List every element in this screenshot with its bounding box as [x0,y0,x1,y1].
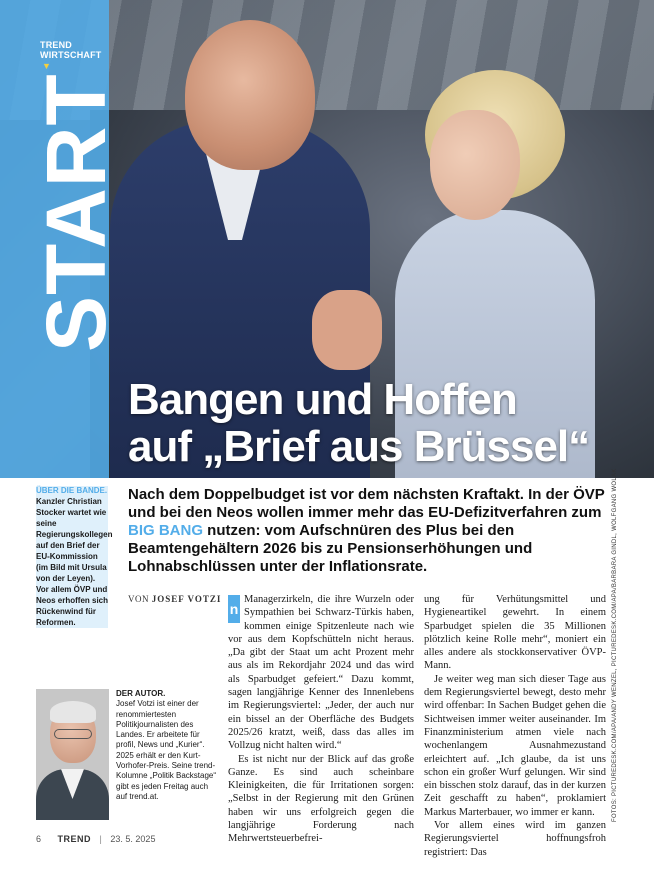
byline-prefix: VON [128,594,149,604]
von-der-leyen-face [430,110,520,220]
author-photo [36,689,109,820]
body-paragraph: Je weiter weg man sich dieser Tage aus dem Regierungsviertel bewegt, desto mehr wird offenbar: In Sachen Budget gehen die Sichtweisen immer weiter auseinander. Im Finanzministerium atmen viele nach wochenlangem Ausnahmezustand erleichtert auf. „Ich glaube, da ist uns schon ein großer Wurf gelungen. Wir sind ein bisschen stolz darauf, das in der kurzen Zeit geschafft zu haben“, proklamiert Markus Marterbauer, wo immer er kann. [424,673,606,818]
byline [128,594,221,604]
caption-text: Kanzler Christian Stocker wartet wie seine Regierungskollegen auf den Brief der EU-Kommission (im Bild mit Ursula von der Leyen). Vor allem ÖVP und Neos erhoffen sich Rückenwind für Reformen. [36,497,113,627]
author-title: DER AUTOR. [116,689,166,698]
chancellor-hand [312,290,382,370]
lead-after: nutzen: vom Aufschnüren des Plus bei den Beamtengehältern 2026 bis zu Pensionserhöhungen und Lohnabschlüssen unter der Inflationsrate. [128,522,533,575]
page-number: 6 [36,834,42,844]
photo-credit: FOTOS: PICTUREDESK.COM/APA/ANDY WENZEL, PICTUREDESK.COM/APA/BARBARA GINDL, WOLFGANG WOLAK [612,468,618,822]
body-column-2 [424,593,606,859]
byline-author: JOSEF VOTZI [151,594,222,604]
body-column-1 [228,593,414,846]
lead-highlight: BIG BANG [128,522,203,539]
drop-cap: n [228,595,240,623]
page-footer [36,834,155,844]
author-box [116,689,220,802]
body-paragraph: Managerzirkeln, die ihre Wurzeln oder Sympathien bei Schwarz-Türkis haben, kommen einige Spitzenleute nach wie vor aus dem Kopfschütteln nicht heraus. „Da gibt der Staat um acht Prozent mehr aus als im Rekordjahr 2024 und das wird als Sparbudget gefeiert.“ Dazu kommt, sagen langjährige Kenner des Innenlebens im Regierungsviertel: „Jeder, der auch nur ein bissel an der Oberfläche des Budgets 2025/26 kratzt, weiß, dass das alles im Vollzug nicht halten wird.“ [228,594,414,752]
caption-title: ÜBER DIE BANDE. [36,486,108,495]
footer-separator: | [99,834,102,844]
section-label [40,40,102,60]
lead-before: Nach dem Doppelbudget ist vor dem nächsten Kraftakt. In der ÖVP und bei den Neos wollen immer mehr das EU-Defizitverfahren zum [128,486,605,521]
body-paragraph: Vor allem eines wird im ganzen Regierungsviertel hoffnungsfroh registriert: Das [424,820,606,858]
magazine-name: TREND [57,834,92,844]
start-section-title: START [29,73,123,352]
author-hair [50,701,96,723]
chancellor-head [185,20,315,170]
down-arrow-icon: ▼ [42,61,51,71]
author-bio: Josef Votzi ist einer der renommiertesten Politikjournalisten des Landes. Er arbeitete für profil, News und „Kurier“. 2025 erhält er den Kurt-Vorhofer-Preis. Seine trend-Kolumne „Politik Backstage“ gibt es jeden Freitag auch auf trend.at. [116,699,217,801]
body-paragraph: Es ist nicht nur der Blick auf das große Ganze. Es sind auch scheinbare Kleinigkeiten, die für Irritationen sorgen: „Selbst in der Regierung mit den Grünen haben wir uns erfolgreich gegen die langjährige Forderung nach Mehrwertsteuerbefrei- [228,753,414,845]
body-paragraph: ung für Verhütungsmittel und Hygieneartikel gewehrt. In einem Sparbudget spielen die 35 Millionen plötzlich keine Rolle mehr“, moniert ein alles andere als stockkonservativer ÖVP-Mann. [424,594,606,672]
lead-paragraph [128,486,616,576]
headline [128,376,648,470]
issue-date: 23. 5. 2025 [110,834,156,844]
section-label-line1: TREND [40,40,72,50]
section-label-line2: WIRTSCHAFT [40,50,102,60]
author-glasses [54,729,92,739]
headline-line2: auf „Brief aus Brüssel“ [128,422,590,471]
headline-line1: Bangen und Hoffen [128,375,517,424]
photo-caption [36,486,113,628]
